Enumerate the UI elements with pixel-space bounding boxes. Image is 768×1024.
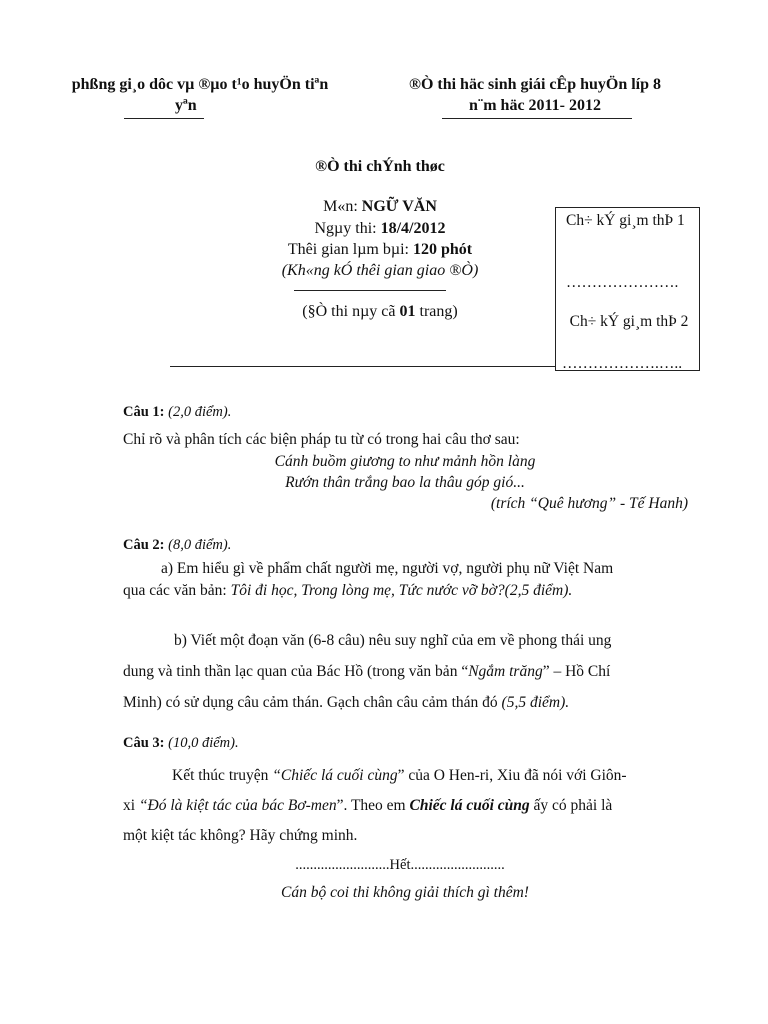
question-3-line-1-prefix: Kết thúc truyện: [172, 767, 273, 784]
question-2b-line-2: [123, 663, 610, 681]
question-3-line-3: một kiệt tác không? Hãy chứng minh.: [123, 827, 358, 844]
examiner-signature-box: [555, 207, 700, 371]
exam-duration-line: [230, 241, 530, 259]
subject-value: NGỮ VĂN: [361, 198, 437, 215]
question-1-heading: [123, 404, 231, 421]
subject-label: M«n:: [323, 198, 362, 215]
question-1-points: (2,0 điểm).: [164, 404, 232, 420]
exam-date-label: Ngµy thi:: [314, 220, 381, 237]
official-exam-label: ®Ò thi chÝnh thøc: [315, 158, 445, 175]
question-2-label: Câu 2:: [123, 537, 165, 553]
question-2b-line-1: b) Viết một đoạn văn (6-8 câu) nêu suy nghĩ của em về phong thái ung: [174, 632, 612, 649]
question-2b-points: (5,5 điểm).: [501, 694, 570, 711]
question-1-label: Câu 1:: [123, 404, 165, 420]
page-count-prefix: (§Ò thi nµy cã: [302, 303, 400, 320]
question-3-points: (10,0 điểm).: [164, 735, 239, 751]
question-3-line-2-mid: ”. Theo em: [336, 797, 410, 814]
question-2b-line-3-prefix: Minh) có sử dụng câu cảm thán. Gạch chân câu cảm thán đó: [123, 694, 502, 711]
question-3-quote: “Đó là kiệt tác của bác Bơ-men: [138, 797, 337, 814]
question-2a-line-2: [123, 582, 572, 600]
question-3-line-2-prefix: xi: [123, 797, 139, 814]
header-school-year: n¨m häc 2011- 2012: [469, 97, 601, 114]
header-right-underline: [442, 118, 632, 119]
question-2b-line-3: [123, 694, 569, 712]
question-2-points: (8,0 điểm).: [164, 537, 232, 553]
question-2b-text-title: Ngắm trăng: [468, 663, 543, 680]
question-3-line-2: [123, 797, 612, 815]
question-3-heading: [123, 735, 239, 752]
question-2b-line-2-prefix: dung và tinh thần lạc quan của Bác Hồ (trong văn bản “: [123, 663, 469, 680]
question-2b-line-2-suffix: ” – Hồ Chí: [542, 663, 611, 680]
examiner-1-label: Ch÷ kÝ gi¸m thÞ 1: [566, 212, 685, 229]
page-count-suffix: trang): [415, 303, 458, 320]
examiner-2-signature-dots: ……………….…..: [562, 355, 683, 372]
question-2-heading: [123, 537, 231, 554]
subject-line: [240, 198, 520, 216]
header-department-line2: yªn: [175, 97, 197, 114]
exam-duration-label: Thêi gian lµm bµi:: [287, 241, 413, 258]
page-count-line: [230, 303, 530, 321]
question-3-emphasis: Chiếc lá cuối cùng: [409, 797, 530, 814]
header-left-underline: [124, 118, 204, 119]
examiner-1-signature-dots: ………………….: [566, 274, 679, 291]
question-3-label: Câu 3:: [123, 735, 165, 751]
page-count-value: 01: [399, 303, 416, 320]
question-3-line-2-suffix: ấy có phải là: [529, 797, 613, 814]
question-3-line-1: [172, 767, 627, 785]
header-exam-title: ®Ò thi häc sinh giái cÊp huyÖn líp 8: [408, 76, 662, 93]
header-separator-line: [170, 366, 555, 367]
exam-date-value: 18/4/2012: [380, 220, 446, 237]
examiner-2-label: Ch÷ kÝ gi¸m thÞ 2: [569, 313, 689, 330]
question-2a-prefix: qua các văn bản:: [123, 582, 231, 599]
question-1-prompt: Chỉ rõ và phân tích các biện pháp tu từ có trong hai câu thơ sau:: [123, 431, 520, 448]
question-2a-texts: Tôi đi học, Trong lòng mẹ, Tức nước vỡ bờ?(2,5 điểm).: [230, 582, 573, 599]
proctor-note: Cán bộ coi thi không giải thích gì thêm!: [281, 884, 529, 901]
exam-duration-value: 120 phót: [412, 241, 473, 258]
question-3-line-1-suffix: ” của O Hen-ri, Xiu đã nói với Giôn-: [397, 767, 627, 784]
question-2a-line-1: a) Em hiểu gì về phẩm chất người mẹ, người vợ, người phụ nữ Việt Nam: [161, 560, 614, 577]
question-3-story-title: “Chiếc lá cuối cùng: [272, 767, 398, 784]
meta-divider: [294, 290, 446, 291]
exam-date-line: [240, 220, 520, 238]
question-1-poem-line-2: Rướn thân trắng bao la thâu góp gió...: [285, 474, 525, 491]
end-marker: ..........................Hết..........................: [295, 857, 505, 873]
question-1-source: (trích “Quê hương” - Tế Hanh): [490, 495, 688, 512]
exam-duration-note: (Kh«ng kÓ thêi gian giao ®Ò): [281, 262, 479, 279]
header-department-line1: phßng gi¸o dôc vµ ®µo t¹o huyÖn tiªn: [71, 76, 329, 93]
question-1-poem-line-1: Cánh buồm giương to như mảnh hồn làng: [274, 453, 536, 470]
